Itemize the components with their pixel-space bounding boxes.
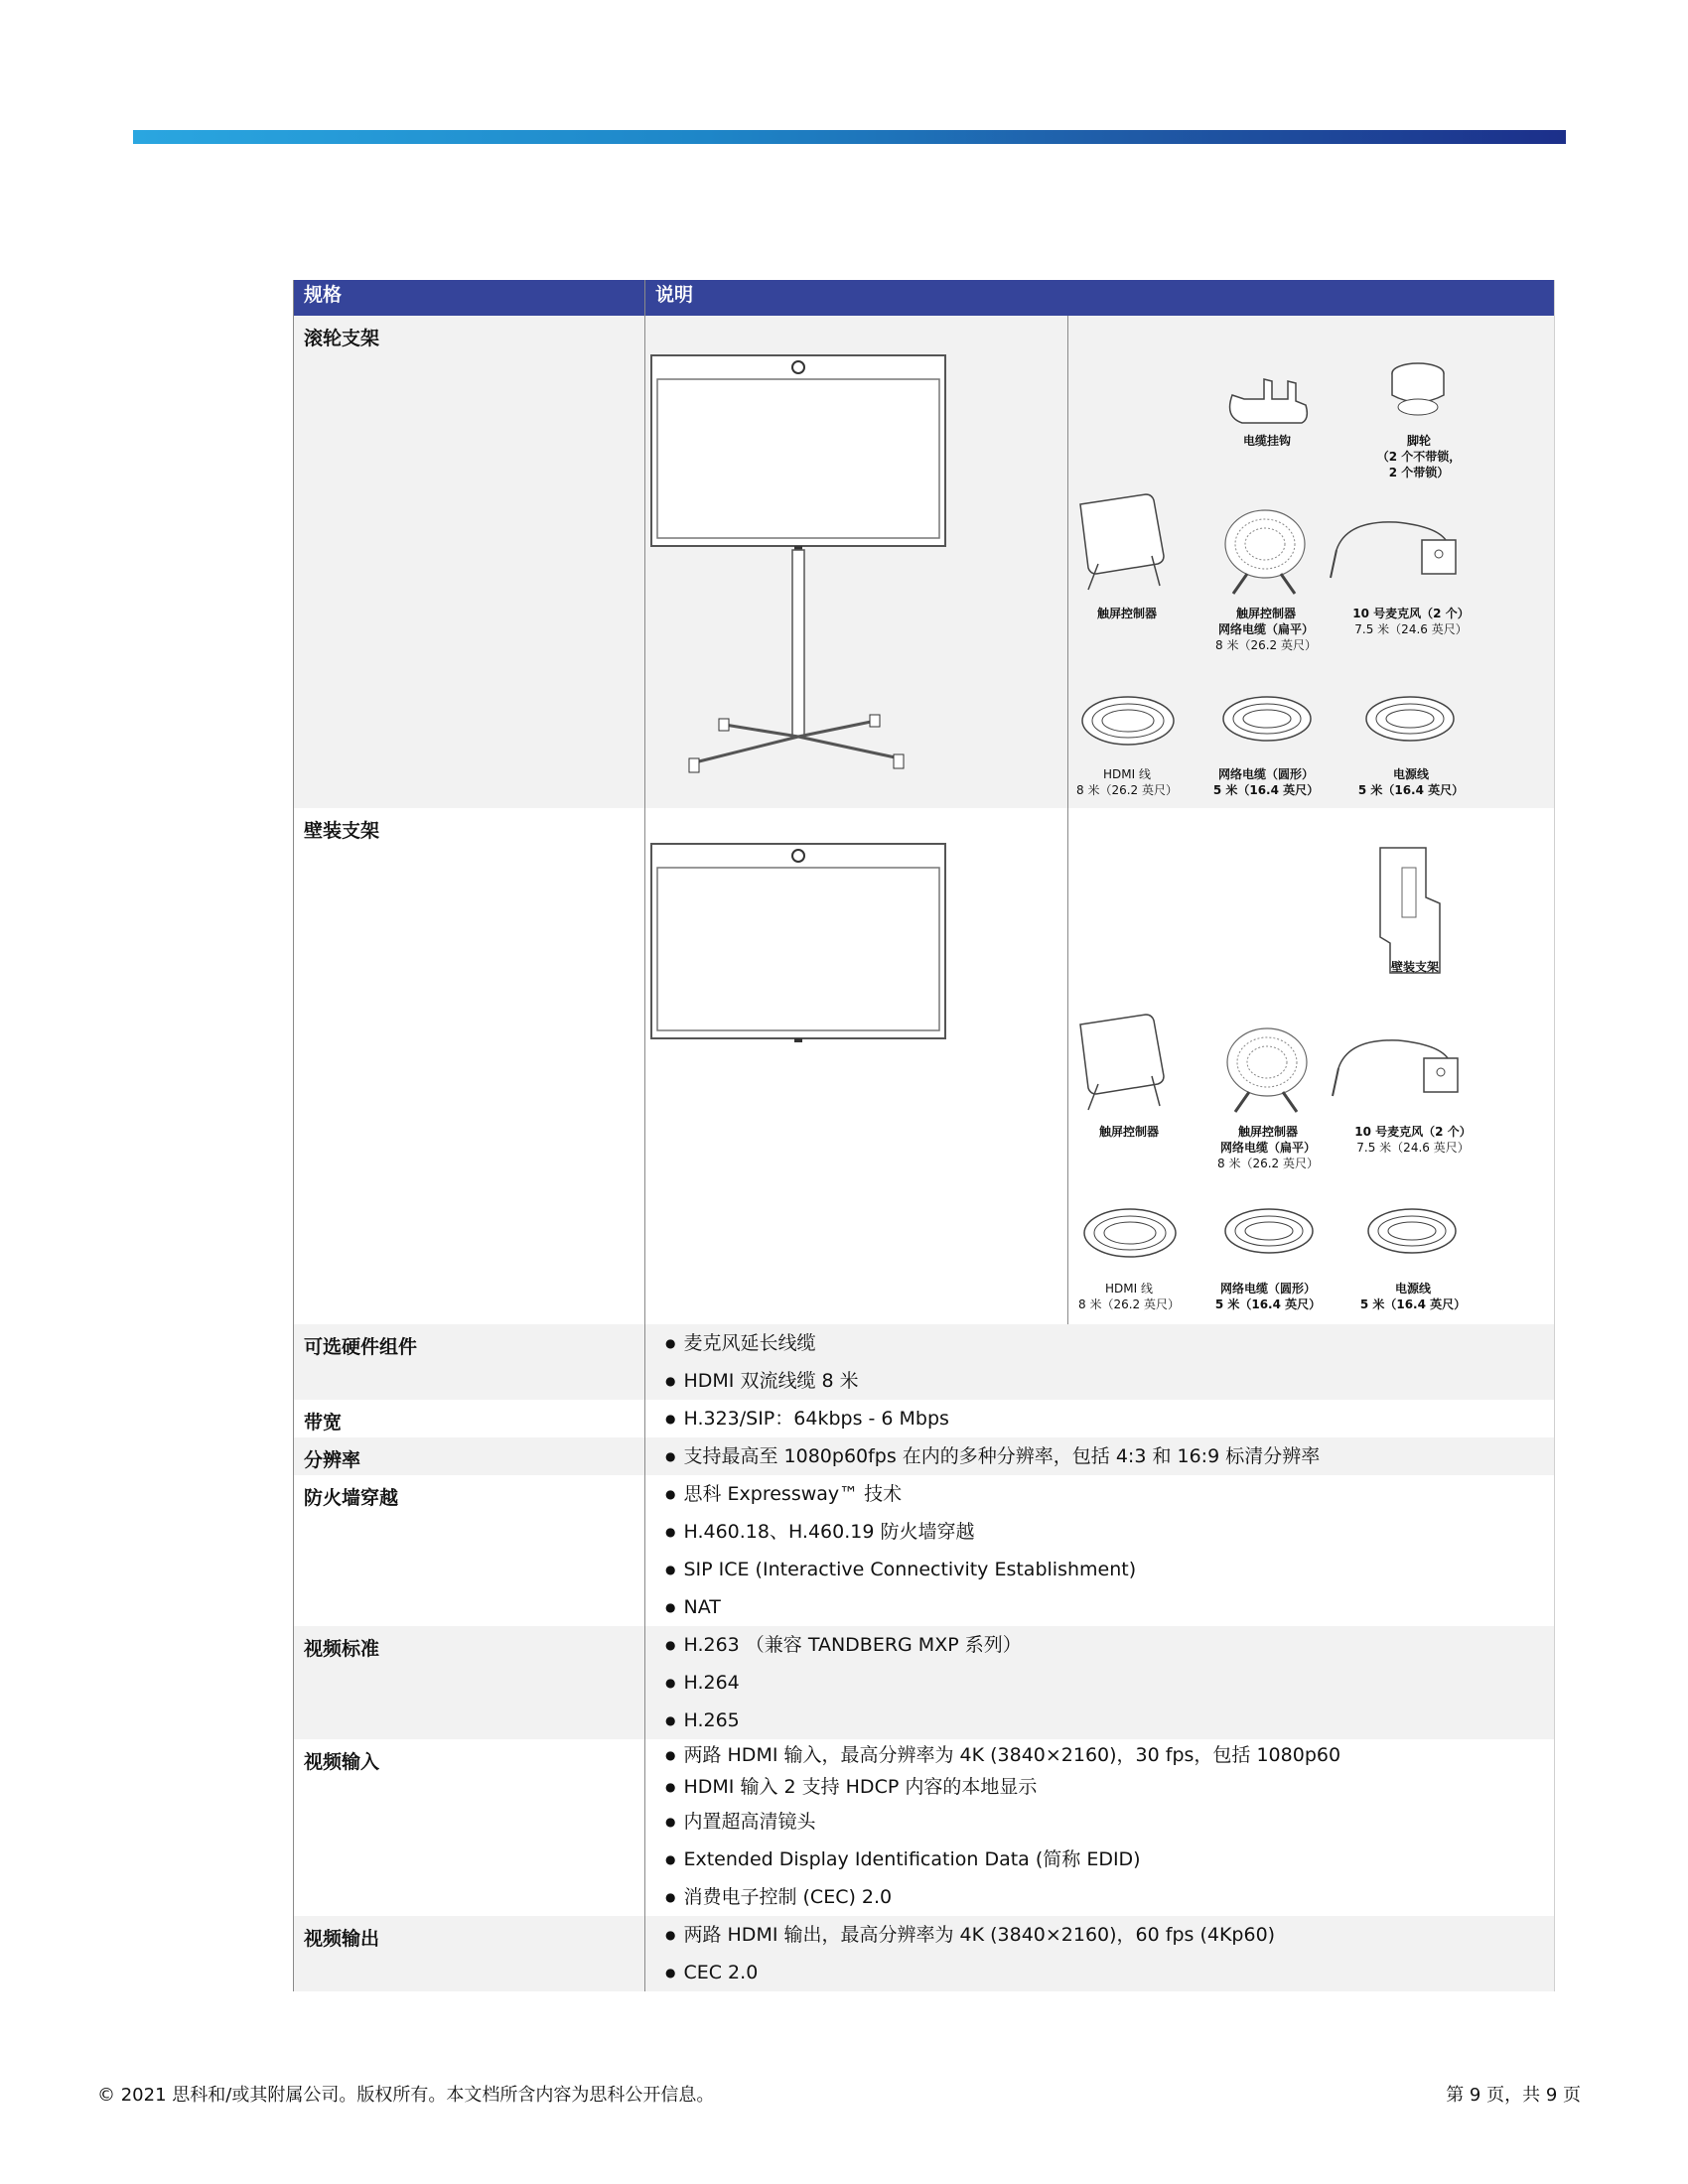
footer-copyright: © 2021 思科和/或其附属公司。版权所有。本文档所含内容为思科公开信息。 <box>97 2085 715 2106</box>
list-item: ● H.263 （兼容 TANDBERG MXP 系列） <box>665 1626 1554 1664</box>
row-label: 滚轮支架 <box>294 316 645 808</box>
part-casters: 脚轮 （2 个不带锁， 2 个带锁） <box>1376 434 1462 479</box>
table-row-firewall <box>294 1475 1555 1626</box>
part-wall-bracket: 壁装支架 <box>1390 960 1439 974</box>
table-header-row <box>294 280 1555 316</box>
list-item: ● Extended Display Identification Data (简称 EDID) <box>665 1841 1554 1878</box>
part-touch-controller: 触屏控制器 <box>1096 607 1157 620</box>
table-row-bandwidth <box>294 1400 1555 1437</box>
part-microphone: 10 号麦克风（2 个） 7.5 米（24.6 英尺） <box>1352 607 1470 636</box>
row-label: 分辨率 <box>294 1437 645 1475</box>
list-item: ● NAT <box>665 1588 1554 1626</box>
list-item: ● CEC 2.0 <box>665 1954 1554 1991</box>
table-row-video-standards <box>294 1626 1555 1739</box>
part-hdmi-cable: HDMI 线 8 米（26.2 英尺） <box>1076 767 1178 797</box>
table-row-rolling-stand <box>294 316 1555 808</box>
part-power-cable: 电源线 5 米（16.4 英尺） <box>1359 1282 1467 1311</box>
list-item: ● H.460.18、H.460.19 防火墙穿越 <box>665 1513 1554 1551</box>
wall-mount-image <box>645 808 1068 1324</box>
list-item: ● 两路 HDMI 输出，最高分辨率为 4K (3840×2160)，60 fps (4Kp60) <box>665 1916 1554 1954</box>
row-label: 可选硬件组件 <box>294 1324 645 1400</box>
row-label: 视频标准 <box>294 1626 645 1739</box>
list-item: ● 思科 Expressway™ 技术 <box>665 1475 1554 1513</box>
part-network-cable: 网络电缆（圆形） 5 米（16.4 英尺） <box>1214 1282 1322 1311</box>
header-gradient-bar <box>133 130 1566 144</box>
list-item: ● 内置超高清镜头 <box>665 1803 1554 1841</box>
row-label: 带宽 <box>294 1400 645 1437</box>
row-label: 视频输出 <box>294 1916 645 1991</box>
part-microphone: 10 号麦克风（2 个） 7.5 米（24.6 英尺） <box>1354 1125 1472 1155</box>
rolling-stand-parts <box>1068 316 1554 808</box>
list-item: ● H.323/SIP：64kbps - 6 Mbps <box>665 1400 1554 1437</box>
list-item: ● 支持最高至 1080p60fps 在内的多种分辨率，包括 4:3 和 16:9 标清分辨率 <box>665 1437 1554 1475</box>
list-item: ● 消费电子控制 (CEC) 2.0 <box>665 1878 1554 1916</box>
part-network-cable: 网络电缆（圆形） 5 米（16.4 英尺） <box>1212 767 1320 797</box>
part-tc-cable: 触屏控制器 网络电缆（扁平） 8 米（26.2 英尺） <box>1217 1125 1319 1170</box>
footer-page-number: 第 9 页，共 9 页 <box>1446 2085 1581 2106</box>
list-item: ● H.264 <box>665 1664 1554 1702</box>
list-item: ● SIP ICE (Interactive Connectivity Establishment) <box>665 1551 1554 1588</box>
row-label: 防火墙穿越 <box>294 1475 645 1626</box>
table-row-video-input <box>294 1739 1555 1916</box>
part-cable-hook: 电缆挂钩 <box>1242 434 1291 448</box>
list-item: ● 两路 HDMI 输入，最高分辨率为 4K (3840×2160)，30 fps，包括 1080p60 <box>665 1739 1554 1771</box>
row-label: 壁装支架 <box>294 808 645 1324</box>
table-row-video-output <box>294 1916 1555 1991</box>
header-spec: 规格 <box>294 280 645 316</box>
rolling-stand-image <box>645 316 1068 808</box>
list-item: ● HDMI 双流线缆 8 米 <box>665 1362 1554 1400</box>
part-tc-cable: 触屏控制器 网络电缆（扁平） 8 米（26.2 英尺） <box>1215 607 1317 652</box>
header-desc: 说明 <box>645 280 1555 316</box>
row-label: 视频输入 <box>294 1739 645 1916</box>
table-row-wall-mount <box>294 808 1555 1324</box>
part-hdmi-cable: HDMI 线 8 米（26.2 英尺） <box>1078 1282 1180 1311</box>
list-item: ● H.265 <box>665 1702 1554 1739</box>
spec-table <box>293 280 1555 1991</box>
part-touch-controller: 触屏控制器 <box>1098 1125 1159 1139</box>
list-item: ● 麦克风延长线缆 <box>665 1324 1554 1362</box>
wall-mount-parts <box>1068 808 1554 1324</box>
table-row-optional-hardware <box>294 1324 1555 1400</box>
list-item: ● HDMI 输入 2 支持 HDCP 内容的本地显示 <box>665 1771 1554 1803</box>
part-power-cable: 电源线 5 米（16.4 英尺） <box>1357 767 1465 797</box>
table-row-resolution <box>294 1437 1555 1475</box>
